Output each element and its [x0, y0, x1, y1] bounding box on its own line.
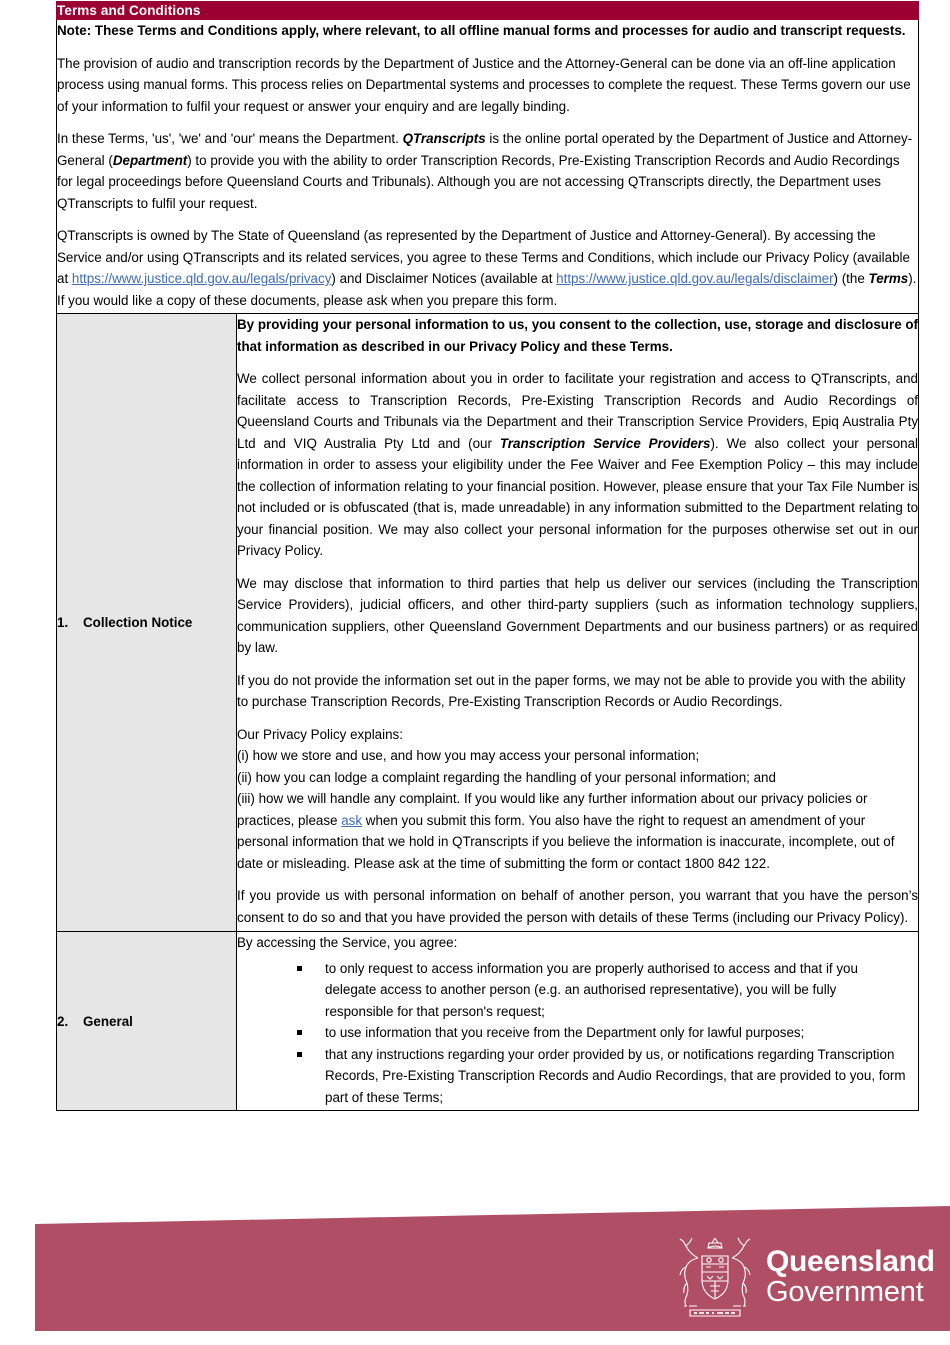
- table-row-section-general: [57, 932, 919, 1111]
- logo-line-government: Government: [766, 1275, 924, 1308]
- table-row-section-collection-notice: [57, 314, 919, 932]
- privacy-policy-link[interactable]: https://www.justice.qld.gov.au/legals/privacy: [71, 271, 332, 286]
- terms-header-cell: [57, 2, 919, 20]
- explains-item-iii-text-1: (iii) how we will handle any complaint. If you would like any further information about our privacy policies or practices, please: [237, 791, 868, 828]
- behalf-paragraph: If you provide us with personal information on behalf of another person, you warrant that you have the person’s consent to do so and that you have provided the person with details of these Terms (including our Privacy Policy).: [237, 888, 919, 925]
- section-body-general: [237, 932, 919, 1111]
- definitions-text-1: In these Terms, 'us', 'we' and 'our' means the Department.: [57, 131, 403, 146]
- section-number-1: 1.: [57, 615, 69, 630]
- section-label-general: [57, 932, 237, 1111]
- list-item: to only request to access information you are properly authorised to access and that if you delegate access to another person (e.g. an authorised representative), you will be fully responsible for that person's request;: [297, 958, 918, 1023]
- ownership-paragraph: [57, 225, 918, 311]
- nonprovision-paragraph: If you do not provide the information set out in the paper forms, we may not be able to provide you with the ability to purchase Transcription Records, Pre-Existing Transcription Records or Audio Recordings.: [237, 672, 906, 709]
- section-label-collection-notice: [57, 314, 237, 932]
- section-title-2: General: [83, 1013, 133, 1029]
- table-row-intro: [57, 20, 919, 314]
- section-number-title-1: [57, 612, 236, 633]
- agree-intro-paragraph: By accessing the Service, you agree:: [237, 935, 458, 950]
- collection-paragraph: [237, 368, 918, 562]
- logo-line-queensland: Queensland: [766, 1244, 935, 1278]
- provision-paragraph: The provision of audio and transcription records by the Department of Justice and the Attorney-General can be done via an off-line application process using manual forms. This process relies on Departmental systems and processes to complete the request. These Terms govern our use of your information to fulfil your request or answer your enquiry and are legally binding.: [57, 55, 911, 114]
- terms-bold: Terms: [868, 271, 909, 286]
- definitions-text-2: is the online portal operated by the Department of Justice and Attorney-General (: [57, 131, 913, 168]
- ownership-text-1: QTranscripts is owned by The State of Queensland (as represented by the Department of Justice and Attorney-General). By accessing the Service and/or using QTranscripts and its related services, you agree to these Terms and Conditions, which include our Privacy Policy (available at: [57, 228, 910, 286]
- explains-intro: Our Privacy Policy explains:: [237, 726, 403, 742]
- footer-banner: [0, 1206, 950, 1345]
- privacy-explains-paragraph: [237, 724, 918, 875]
- section-number-2: 2.: [57, 1013, 69, 1029]
- definitions-text-3: ) to provide you with the ability to order Transcription Records, Pre-Existing Transcription Records and Audio Recordings for legal proceedings before Queensland Courts and Tribunals). Although you are not accessing QTranscripts directly, the Department uses QTranscripts to fulfil your request.: [57, 152, 900, 211]
- disclosure-paragraph: We may disclose that information to third parties that help us deliver our services (including the Transcription Service Providers), judicial officers, and other third-party suppliers (such as information technology suppliers, communication suppliers, other Queensland Government Departments and our business partners) or as required by law.: [237, 575, 919, 655]
- consent-paragraph: [237, 314, 918, 357]
- table-row-header: [57, 2, 919, 20]
- note-text: Note: These Terms and Conditions apply, where relevant, to all offline manual forms and processes for audio and transcript requests.: [57, 23, 906, 38]
- coat-of-arms-icon: [676, 1234, 754, 1320]
- explains-item-ii: (ii) how you can lodge a complaint regarding the handling of your personal information; and: [237, 769, 776, 785]
- consent-text: By providing your personal information to us, you consent to the collection, use, storage and disclosure of that information as described in our Privacy Policy and these Terms.: [237, 317, 919, 354]
- section-number-title-2: [57, 1011, 236, 1032]
- transcription-service-providers-bold: Transcription Service Providers: [499, 435, 711, 451]
- ask-link[interactable]: ask: [341, 812, 363, 828]
- list-item: that any instructions regarding your order provided by us, or notifications regarding Transcription Records, Pre-Existing Transcription Records and Audio Recordings, that are provided to you, form part of these Terms;: [297, 1044, 918, 1109]
- disclaimer-link[interactable]: https://www.justice.qld.gov.au/legals/disclaimer: [556, 271, 834, 286]
- section-body-collection-notice: [237, 314, 919, 932]
- explains-item-iii-text-2: when you submit this form. You also have the right to request an amendment of your personal information that we hold in QTranscripts if you believe the information is inaccurate, incomplete, out of date or misleading. Please ask at the time of submitting the form or contact 1800 842 122.: [237, 812, 895, 871]
- collection-text-2: ). We also collect your personal information in order to assess your eligibility under the Fee Waiver and Fee Exemption Policy – this may include the collection of information relating to your financial position. However, please ensure that your Tax File Number is not included or is obfuscated (that is, made unreadable) in any information submitted to the Department relating to your financial position. We may also collect your personal information for the purposes otherwise set out in our Privacy Policy.: [237, 435, 919, 558]
- ownership-text-4: ). If you would like a copy of these documents, please ask when you prepare this form.: [57, 271, 917, 308]
- terms-table: [56, 1, 919, 1111]
- explains-item-i: (i) how we store and use, and how you may access your personal information;: [237, 748, 700, 763]
- department-bold: Department: [112, 152, 188, 168]
- list-item: to use information that you receive from the Department only for lawful purposes;: [297, 1022, 918, 1044]
- collection-text-1: We collect personal information about you in order to facilitate your registration and access to QTranscripts, and facilitate access to Transcription Records, Pre-Existing Transcription Records and Audio Recordings of Queensland Courts and Tribunals via the Department and their Transcription Service Providers, Epiq Australia Pty Ltd and VIQ Australia Pty Ltd and (our: [237, 371, 919, 451]
- queensland-government-logo: [676, 1234, 935, 1320]
- general-bullet-list: [237, 958, 918, 1109]
- definitions-paragraph: [57, 128, 918, 214]
- ownership-text-3: ) (the: [833, 271, 869, 286]
- logo-wordmark: [766, 1244, 935, 1308]
- section-title-1: Collection Notice: [83, 615, 193, 630]
- page-title: Terms and Conditions: [57, 3, 201, 18]
- ownership-text-2: ) and Disclaimer Notices (available at: [331, 271, 557, 286]
- intro-cell: [57, 20, 919, 314]
- qtranscripts-bold: QTranscripts: [402, 131, 486, 146]
- note-paragraph: [57, 20, 918, 42]
